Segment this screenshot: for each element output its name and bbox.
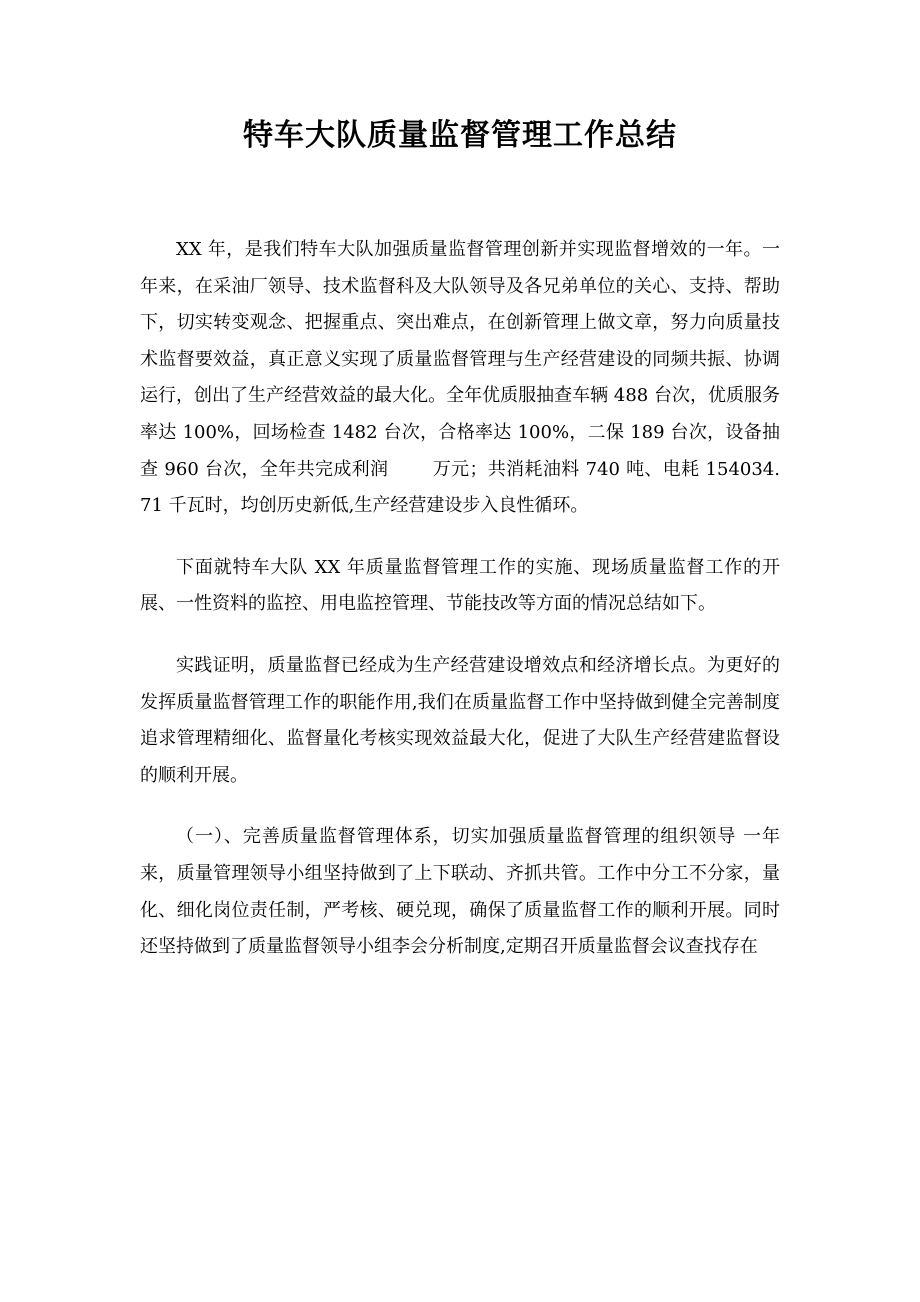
paragraph-summary-part2: 万元；共消耗油料 740 吨、电耗 154034.71 千瓦时，均创历史新低,生产经营建设步入良性循环。 (140, 458, 780, 517)
paragraph-section-one: （一）、完善质量监督管理体系，切实加强质量监督管理的组织领导 一年来，质量管理领导小组坚持做到了上下联动、齐抓共管。工作中分工不分家，量化、细化岗位责任制，严考核、硬兑现，确保了质量监督工作的顺利开展。同时还坚持做到了质量监督领导小组李会分析制度,定期召开质量监督会议查找存在 (140, 826, 780, 958)
paragraph-summary-part1: XX 年，是我们特车大队加强质量监督管理创新并实现监督增效的一年。一年来，在采油厂领导、技术监督科及大队领导及各兄弟单位的关心、支持、帮助下，切实转变观念、把握重点、突出难点，在创新管理上做文章，努力向质量技术监督要效益，真正意义实现了质量监督管理与生产经营建设的同频共振、协调运行，创出了生产经营效益的最大化。全年优质服抽查车辆 488 台次，优质服务率达 100%，回场检查 1482 台次，合格率达 100%，二保 189 台次，设备抽查 960 台次，全年共完成利润 (140, 239, 780, 480)
paragraph-summary (140, 232, 780, 525)
paragraph-practice: 实践证明，质量监督已经成为生产经营建设增效点和经济增长点。为更好的发挥质量监督管理工作的职能作用,我们在质量监督工作中坚持做到健全完善制度追求管理精细化、监督量化考核实现效益最大化，促进了大队生产经营建监督设的顺利开展。 (140, 654, 780, 786)
paragraph-overview: 下面就特车大队 XX 年质量监督管理工作的实施、现场质量监督工作的开展、一性资料的监控、用电监控管理、节能技改等方面的情况总结如下。 (140, 556, 780, 615)
document-body (140, 232, 780, 991)
document-title: 特车大队质量监督管理工作总结 (243, 118, 677, 153)
